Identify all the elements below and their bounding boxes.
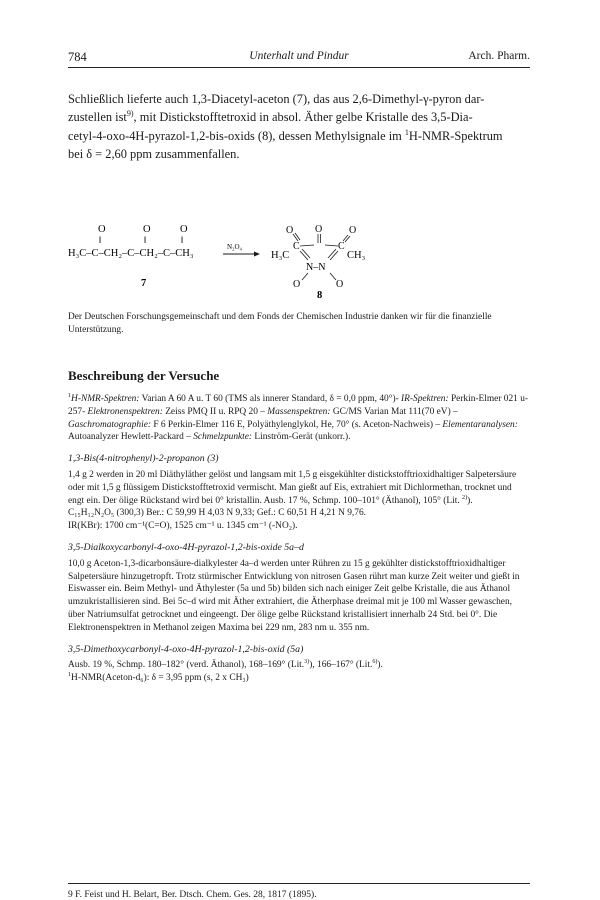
reaction-arrow	[223, 243, 260, 257]
page-number: 784	[68, 50, 87, 64]
running-authors: Unterhalt und Pindur	[249, 50, 349, 62]
svg-text:O: O	[180, 224, 188, 235]
svg-text:O: O	[143, 224, 151, 235]
exp1-ir: IR(KBr): 1700 cm⁻¹(C=O), 1525 cm⁻¹ u. 1345 cm⁻¹ (-NO₂).	[68, 521, 298, 532]
svg-text:‖: ‖	[144, 235, 147, 245]
acknowledgement: Der Deutschen Forschungsgemeinschaft und dem Fonds der Chemischen Industrie danken wir für die finanzielle Unterstützung.	[68, 312, 492, 335]
exp1-formula: C₁₅H₁₂N₂O₅ (300,3) Ber.: C 59,99 H 4,03 N 9,33; Gef.: C 60,51 H 4,21 N 9,76.	[68, 508, 366, 519]
svg-text:C: C	[293, 241, 300, 252]
page	[68, 50, 530, 900]
compound-8-structure	[271, 224, 366, 301]
svg-text:O: O	[293, 279, 301, 290]
running-header	[68, 50, 530, 68]
svg-text:O: O	[286, 225, 294, 236]
journal-name: Arch. Pharm.	[468, 50, 530, 62]
svg-text:‖: ‖	[181, 235, 184, 245]
compound-7-structure	[68, 224, 194, 289]
exp3-text: Ausb. 19 %, Schmp. 180–182° (verd. Äthanol), 168–169° (Lit.$^{3)}$), 166–167° (Lit.$^{6)}$). $^1$H-NMR(Aceton-d₆): δ = 3,95 ppm (s, 2 x CH₃)	[68, 659, 383, 684]
experimental-section	[68, 393, 530, 685]
svg-text:H₃C: H₃C	[271, 250, 290, 261]
ref-9: 9)	[126, 109, 134, 119]
svg-text:O: O	[336, 279, 344, 290]
methods-paragraph: $^1$H-NMR-Spektren: Varian A 60 A u. T 60 (TMS als innerer Standard, δ = 0,0 ppm, 40°)- IR-Spektren: Perkin-Elmer 021 u- 257- Elektronenspektren: Zeiss PMQ II u. RPQ 20 – Massenspektren: GC/MS Varian Mat 111(70 eV) – Gaschromatographie: F 6 Perkin-Elmer 116 E, Polyäthylenglykol, He, 70° (s. Aceton-Nachweis) – Elementaranalysen: Autoanalyzer Hewlett-Packard – Schmelzpunkte: Linström-Gerät (unkorr.).	[68, 392, 529, 443]
reagent-label: N₂O₄	[227, 243, 242, 251]
svg-text:N–N: N–N	[306, 262, 326, 273]
compound-7-formula: H₃C–C–CH₂–C–CH₂–C–CH₃	[68, 248, 194, 259]
reaction-scheme	[68, 223, 530, 303]
footnote-rule	[68, 883, 530, 884]
compound-8-label: 8	[317, 290, 323, 301]
svg-text:O: O	[349, 225, 357, 236]
exp1-text: 1,4 g 2 werden in 20 ml Diäthyläther gelöst und langsam mit 1,5 g eisgekühlter distickstofftrioxidhaltiger Salpetersäure oder mit 1,5 g flüssigem Distickstofftetroxid vermischt. Man gießt auf Eis, extrahiert mit Dichlormethan, trocknet und engt ein. Der ölige Rückstand wird bei 0° kristallin. Ausb. 17 %, Schmp. 100–101° (Äthanol), 105° (Lit. $^{2)}$).	[68, 469, 517, 506]
exp3-title: 3,5-Dimethoxycarbonyl-4-oxo-4H-pyrazol-1,2-bis-oxid (5a)	[68, 643, 304, 655]
svg-text:‖: ‖	[99, 235, 102, 245]
svg-text:O: O	[98, 224, 106, 235]
exp2-title: 3,5-Dialkoxycarbonyl-4-oxo-4H-pyrazol-1,2-bis-oxide 5a–d	[68, 541, 304, 553]
svg-text:O: O	[315, 224, 323, 235]
intro-paragraph: Schließlich lieferte auch 1,3-Diacetyl-aceton (7), das aus 2,6-Dimethyl-γ-pyron dar- zustellen ist$^{9)}$, mit Distickstofftetroxid in absol. Äther gelbe Kristalle des 3,5-Dia- cetyl-4-oxo-4H-pyrazol-1,2-bis-oxids (8), dessen Methylsignale im $^1$H-NMR-Spektrum bei δ = 2,60 ppm zusammenfallen.	[68, 92, 503, 161]
svg-text:CH₃: CH₃	[347, 250, 366, 261]
compound-7-label: 7	[141, 278, 147, 289]
exp2-text: 10,0 g Aceton-1,3-dicarbonsäure-dialkylester 4a–d werden unter Rühren zu 15 g gekühlter distickstofftrioxidhaltiger Salpetersäure hinzugetropft. Trotz stürmischer Entwicklung von nitrosen Gasen rührt man kurze Zeit weiter und gießt in Eiswasser ein. Beim Methyl- und Äthylester (5a und 5b) bilden sich nach einiger Zeit gelbe Kristalle, die aus Äthanol umzukristallisieren sind. Bei 5c–d wird mit Äther extrahiert, die Ätherphase dreimal mit je 100 ml Wasser gewaschen, über Natriumsulfat getrocknet und eingeengt. Der ölige gelbe Rückstand kristallisiert innerhalb 24 Std. bei 0°. Die Elektronenspektren in Methanol zeigen Maxima bei 229 nm, 283 nm u. 355 nm.	[68, 558, 520, 633]
svg-text:C: C	[338, 241, 345, 252]
footnote: 9 F. Feist und H. Belart, Ber. Dtsch. Chem. Ges. 28, 1817 (1895).	[68, 890, 317, 900]
header-rule	[68, 67, 530, 68]
section-title: Beschreibung der Versuche	[68, 368, 220, 383]
exp1-title: 1,3-Bis(4-nitrophenyl)-2-propanon (3)	[68, 453, 219, 465]
reaction-scheme-svg	[68, 223, 530, 303]
